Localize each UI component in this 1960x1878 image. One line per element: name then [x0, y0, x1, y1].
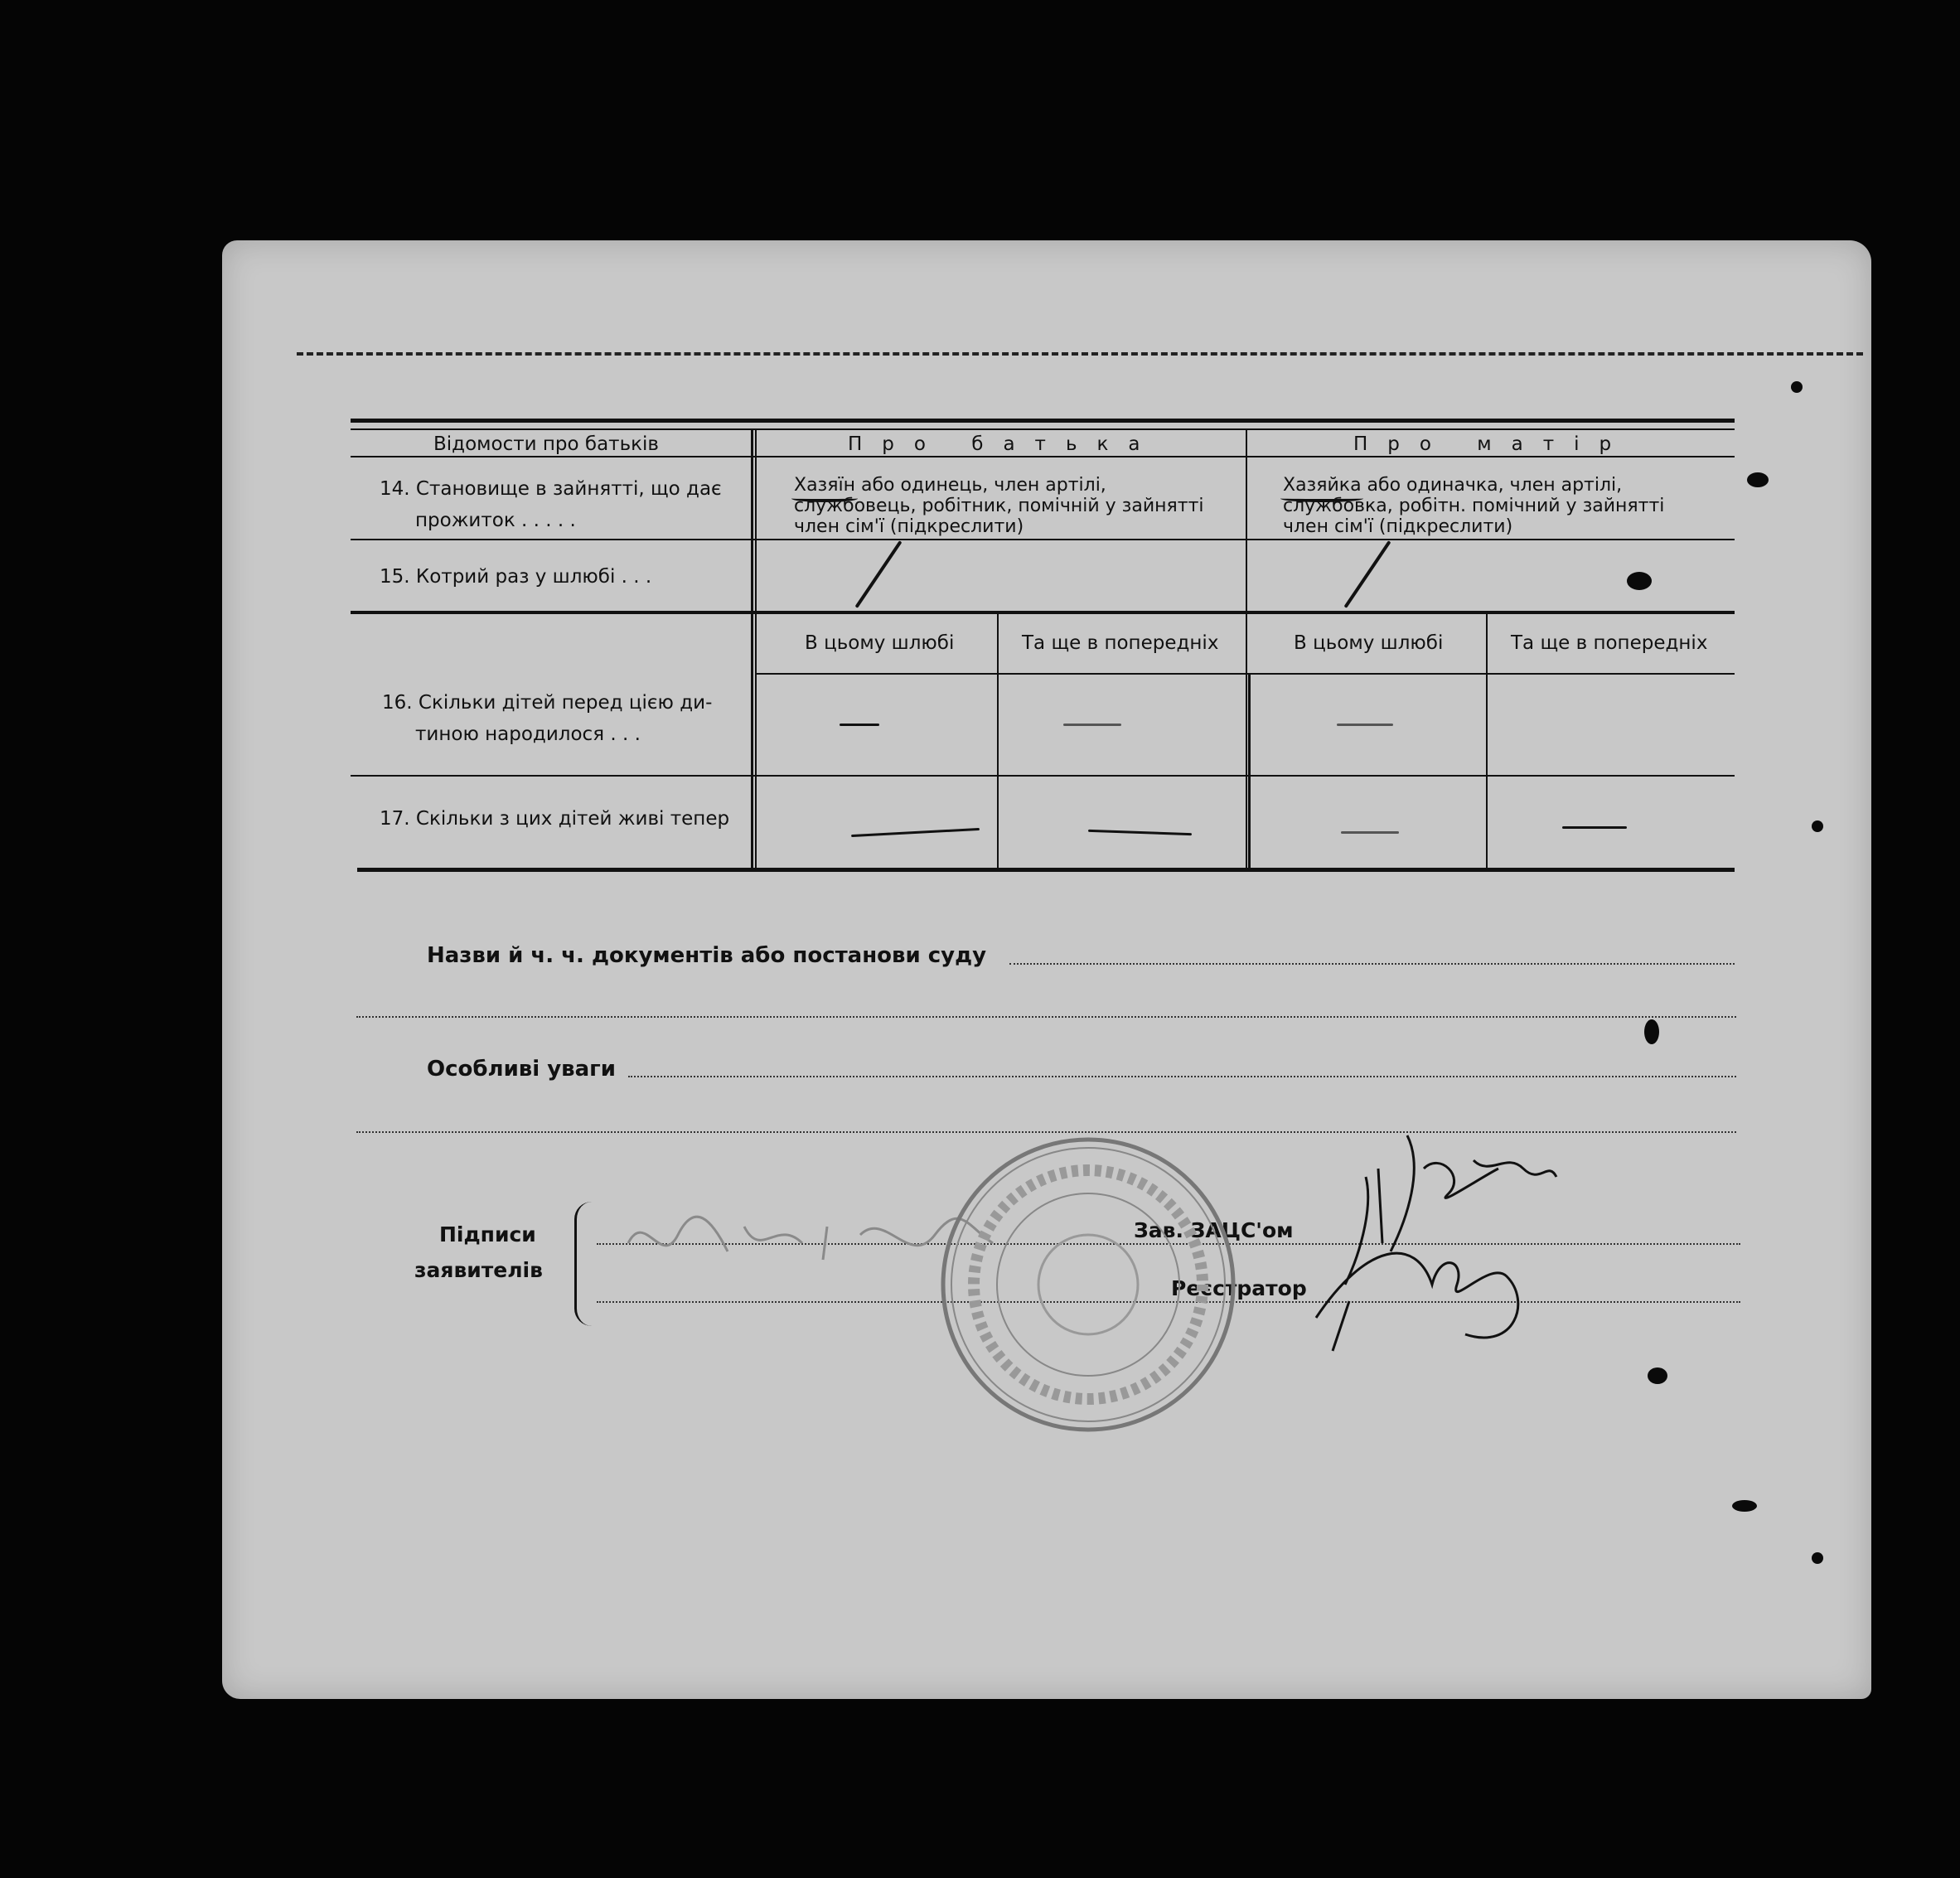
fill-line — [356, 1016, 1736, 1018]
applicants-signatures-label-cont: заявителів — [414, 1258, 543, 1282]
row14-label: 14. Становище в зайнятті, що дає — [380, 478, 722, 500]
row17-label: 17. Скільки з цих дітей живі тепер — [380, 808, 730, 830]
punch-hole — [1644, 1019, 1659, 1044]
applicants-signatures-label: Підписи — [439, 1222, 536, 1246]
notes-label: Особливі уваги — [427, 1057, 616, 1082]
dash-mark — [851, 828, 980, 837]
punch-hole — [1812, 1552, 1823, 1564]
subheader-father-prev: Та ще в попередніх — [1022, 632, 1219, 654]
punch-hole — [1648, 1367, 1667, 1384]
official-signature — [1299, 1119, 1581, 1359]
underline-mark — [791, 495, 858, 502]
dash-mark — [1341, 831, 1399, 834]
dash-mark — [840, 724, 879, 726]
row15-label: 15. Котрий раз у шлюбі . . . — [380, 566, 652, 588]
punch-hole — [1732, 1500, 1757, 1512]
fill-line — [1009, 963, 1735, 965]
punch-hole — [1747, 472, 1769, 487]
subheader-mother-prev: Та ще в попередніх — [1511, 632, 1708, 654]
dash-mark — [1088, 830, 1192, 835]
row14-father-options: Хазяїн або одинець, член артілі, службовець, робітник, помічній у зайнятті член сім'ї (підкреслити) — [794, 475, 1204, 537]
parents-info-table — [351, 419, 1735, 878]
row14-label-cont: прожиток . . . . . — [415, 510, 576, 531]
dash-mark — [1337, 724, 1393, 726]
perforation-line — [297, 352, 1863, 356]
column-header-mother: Про матір — [1353, 433, 1632, 455]
column-header-parents: Відомости про батьків — [433, 433, 659, 455]
punch-hole — [1812, 820, 1823, 832]
dash-mark — [1562, 826, 1627, 829]
column-header-father: Про батька — [848, 433, 1160, 455]
subheader-father-this: В цьому шлюбі — [805, 632, 955, 654]
handwritten-mark — [855, 540, 903, 608]
registrar-label: Реєстратор — [1171, 1276, 1307, 1300]
fill-line — [628, 1076, 1736, 1077]
brace — [574, 1202, 592, 1326]
row16-label: 16. Скільки дітей перед цією ди- — [382, 692, 713, 714]
underline-mark — [1280, 495, 1363, 502]
handwritten-mark — [1344, 540, 1391, 608]
zags-head-label: Зав. ЗАЦС'ом — [1134, 1218, 1294, 1242]
subheader-mother-this: В цьому шлюбі — [1294, 632, 1444, 654]
document-sheet — [222, 240, 1871, 1699]
punch-hole — [1791, 381, 1803, 393]
official-stamp — [935, 1131, 1241, 1438]
documents-label: Назви й ч. ч. документів або постанови суду — [427, 943, 987, 968]
dash-mark — [1063, 724, 1121, 726]
row16-label-cont: тиною народилося . . . — [415, 724, 641, 745]
row14-mother-options: Хазяйка або одиначка, член артілі, службовка, робітн. помічний у зайнятті член сім'ї (підкреслити) — [1283, 475, 1665, 537]
